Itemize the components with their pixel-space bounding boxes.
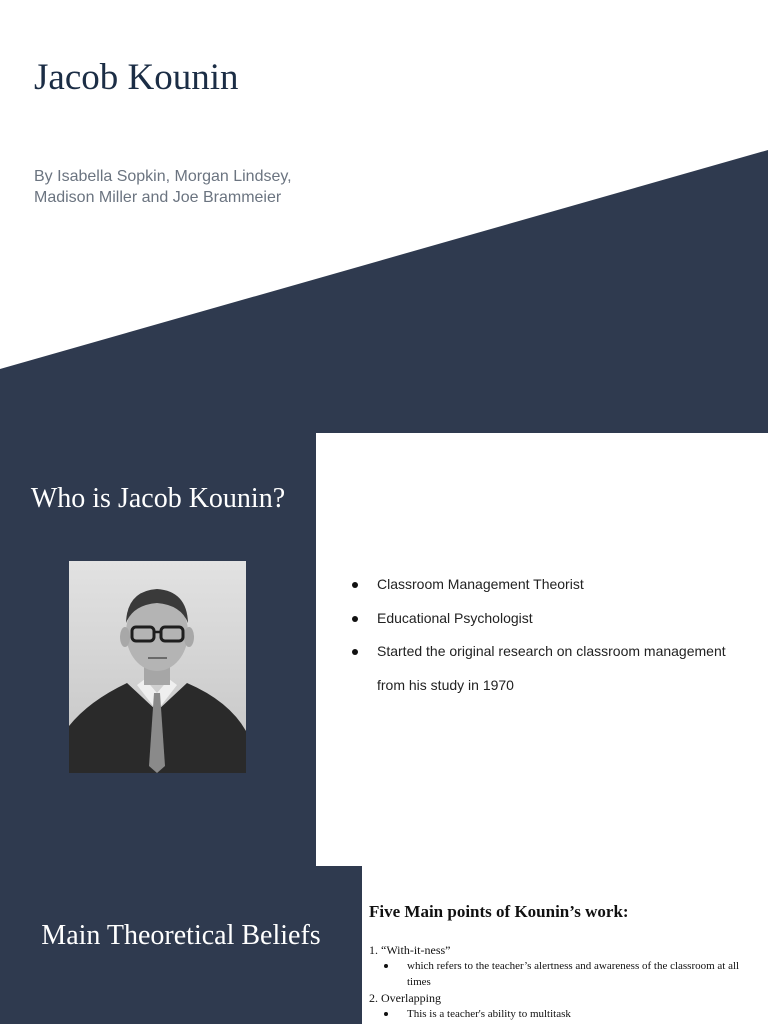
authors-line: By Isabella Sopkin, Morgan Lindsey, Madison Miller and Joe Brammeier	[34, 168, 292, 206]
list-item	[348, 568, 748, 602]
bullet-dot	[384, 1012, 388, 1016]
beliefs-slide	[0, 866, 768, 1024]
beliefs-title: Main Theoretical Beliefs	[41, 920, 321, 951]
bullet-panel	[316, 433, 768, 866]
who-is-slide	[0, 433, 768, 866]
portrait-photo	[69, 561, 246, 773]
point-sub-text: This is a teacher's ability to multitask	[407, 1008, 571, 1020]
beliefs-heading: Five Main points of Kounin’s work:	[369, 902, 629, 921]
bullet-dot	[352, 649, 358, 655]
bullet-dot	[384, 964, 388, 968]
bullet-dot	[352, 582, 358, 588]
bullet-dot	[352, 616, 358, 622]
beliefs-content	[369, 902, 759, 1022]
beliefs-title-panel	[0, 866, 362, 1024]
point-sub-item	[369, 1006, 759, 1022]
bullet-text: Educational Psychologist	[377, 609, 533, 626]
list-item	[348, 602, 748, 636]
bullet-text: Classroom Management Theorist	[377, 576, 584, 592]
point-sub-item	[369, 958, 759, 990]
bullet-text: Started the original research on classroom management from his study in 1970	[377, 643, 726, 693]
presentation-title: Jacob Kounin	[34, 57, 239, 98]
list-item	[348, 635, 748, 702]
point-label: 2. Overlapping	[369, 991, 441, 1005]
title-slide	[0, 0, 768, 433]
portrait-icon	[69, 561, 246, 773]
who-is-title: Who is Jacob Kounin?	[30, 483, 286, 514]
point-sub-text: which refers to the teacher’s alertness and awareness of the classroom at all times	[407, 960, 740, 988]
bullet-list	[348, 568, 748, 702]
point-label: 1. “With-it-ness”	[369, 943, 451, 957]
